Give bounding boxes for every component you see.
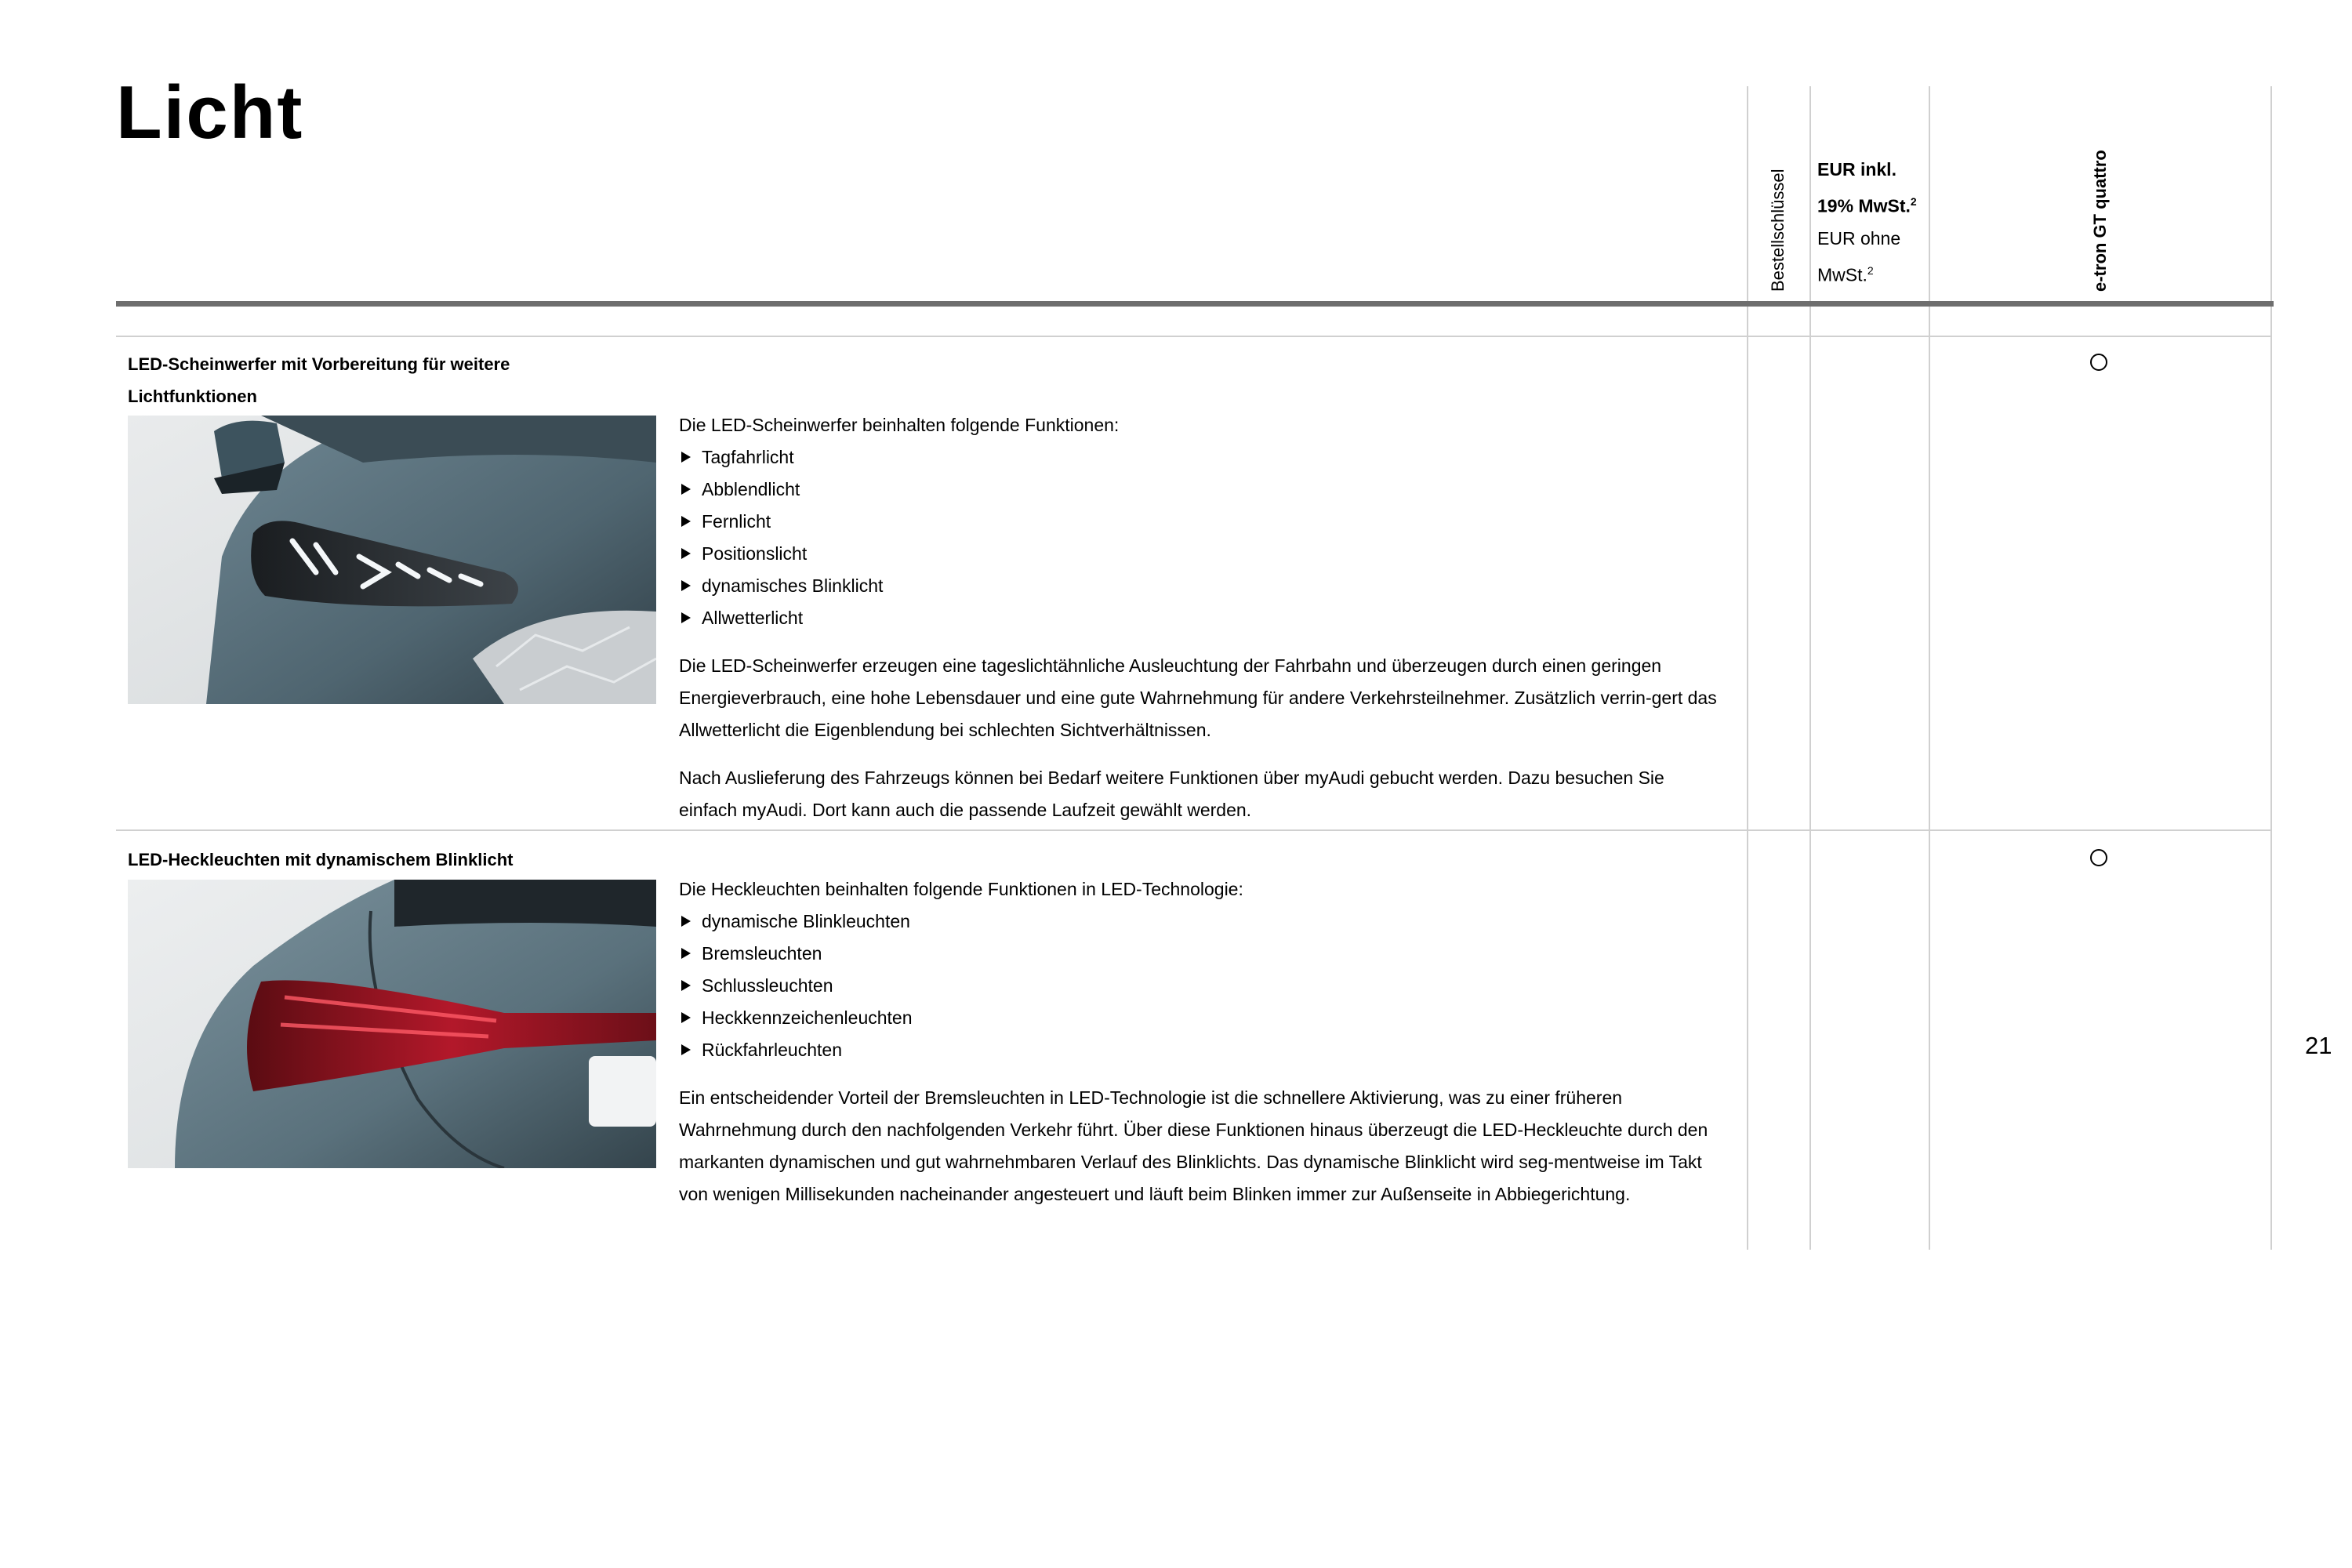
column-divider bbox=[1747, 86, 1748, 1250]
price-incl-label-1: EUR inkl. bbox=[1817, 159, 1896, 180]
row-divider bbox=[116, 336, 2272, 337]
list-item: dynamisches Blinklicht bbox=[679, 570, 1722, 602]
list-item: Allwetterlicht bbox=[679, 602, 1722, 634]
column-header-model: e-tron GT quattro bbox=[2090, 150, 2110, 292]
column-header-order-key: Bestellschlüssel bbox=[1768, 169, 1788, 292]
column-divider bbox=[1929, 86, 1930, 1250]
row-title: LED-Scheinwerfer mit Vorbereitung für weitere Lichtfunktionen bbox=[128, 354, 510, 406]
optional-circle-icon bbox=[2090, 849, 2107, 866]
function-list bbox=[679, 441, 1722, 634]
list-item: Schlussleuchten bbox=[679, 970, 1722, 1002]
list-item: Heckkennzeichenleuchten bbox=[679, 1002, 1722, 1034]
footnote-mark: 2 bbox=[1867, 263, 1874, 277]
price-incl-label-2: 19% MwSt. bbox=[1817, 195, 1911, 216]
taillight-photo bbox=[128, 880, 656, 1168]
footnote-mark: 2 bbox=[1910, 195, 1917, 208]
list-item: Tagfahrlicht bbox=[679, 441, 1722, 474]
optional-circle-icon bbox=[2090, 354, 2107, 371]
price-excl-label-2: MwSt. bbox=[1817, 264, 1867, 285]
column-header-price bbox=[1817, 154, 1917, 291]
headlight-photo bbox=[128, 416, 656, 704]
description-paragraph: Nach Auslieferung des Fahrzeugs können bei Bedarf weitere Funktionen über myAudi gebucht werden. Dazu besuchen Sie einfach myAudi. Dort kann auch die passende Laufzeit gewählt werden. bbox=[679, 768, 1664, 820]
page-title: Licht bbox=[116, 71, 304, 154]
list-item: Rückfahrleuchten bbox=[679, 1034, 1722, 1066]
description-intro: Die Heckleuchten beinhalten folgende Funktionen in LED-Technologie: bbox=[679, 879, 1243, 899]
list-item: Positionslicht bbox=[679, 538, 1722, 570]
header-rule bbox=[116, 301, 2274, 307]
price-excl-label-1: EUR ohne bbox=[1817, 227, 1901, 249]
list-item: Abblendlicht bbox=[679, 474, 1722, 506]
page-number: 21 bbox=[2305, 1032, 2332, 1059]
row-title: LED-Heckleuchten mit dynamischem Blinklicht bbox=[128, 850, 514, 869]
list-item: Fernlicht bbox=[679, 506, 1722, 538]
row-description bbox=[679, 873, 1722, 1226]
column-divider bbox=[1809, 86, 1811, 1250]
description-intro: Die LED-Scheinwerfer beinhalten folgende Funktionen: bbox=[679, 415, 1120, 435]
column-divider bbox=[2270, 86, 2272, 1250]
description-paragraph: Ein entscheidender Vorteil der Bremsleuchten in LED-Technologie ist die schnellere Aktivierung, was zu einer früheren Wahrnehmung durch den nachfolgenden Verkehr führt. Über diese Funktionen hinaus überzeugt die LED-Heckleuchte durch den markanten dynamischen und gut wahrnehmbaren Verlauf des Blinklichts. Das dynamische Blinklicht wird seg-mentweise im Takt von wenigen Millisekunden nacheinander angesteuert und läuft beim Blinken immer zur Außenseite in Abbiegerichtung. bbox=[679, 1087, 1708, 1204]
function-list bbox=[679, 906, 1722, 1066]
list-item: Bremsleuchten bbox=[679, 938, 1722, 970]
description-paragraph: Die LED-Scheinwerfer erzeugen eine tageslichtähnliche Ausleuchtung der Fahrbahn und überzeugen durch einen geringen Energieverbrauch, eine hohe Lebensdauer und eine gute Wahrnehmung für andere Verkehrsteilnehmer. Zusätzlich verrin-gert das Allwetterlicht die Eigenblendung bei schlechten Sichtverhältnissen. bbox=[679, 655, 1717, 740]
row-description bbox=[679, 409, 1722, 842]
list-item: dynamische Blinkleuchten bbox=[679, 906, 1722, 938]
